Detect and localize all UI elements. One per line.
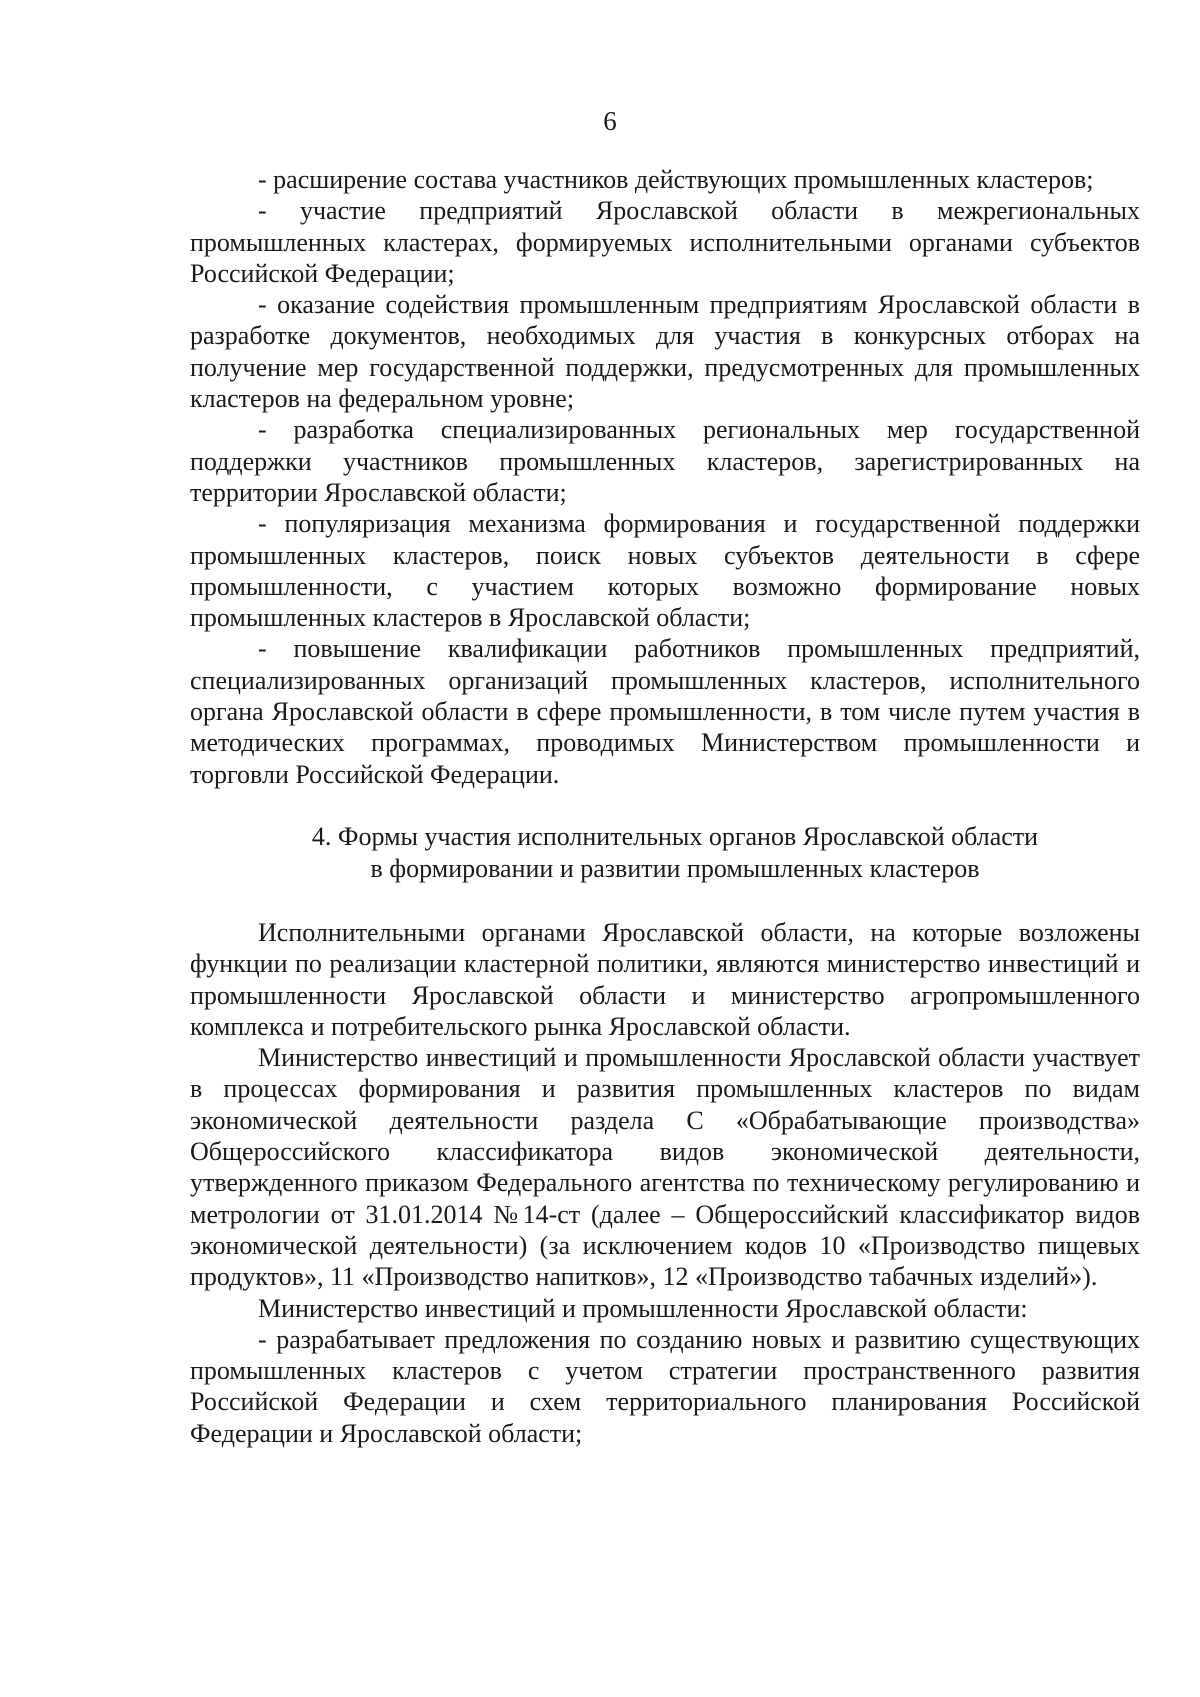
section-heading-line-2: в формировании и развитии промышленных кластеров (370, 853, 980, 883)
paragraph-cluster-expansion: - расширение состава участников действующих промышленных кластеров; (258, 165, 1094, 194)
document-body (190, 164, 1140, 1449)
paragraph-document-assistance: - оказание содействия промышленным предприятиям Ярославской области в разработке документов, необходимых для участия в конкурсных отборах на получение мер государственной поддержки, предусмотренных для промышленных кластеров на федеральном уровне; (190, 290, 1140, 414)
paragraph-qualification: - повышение квалификации работников промышленных предприятий, специализированных организаций промышленных кластеров, исполнительного органа Ярославской области в сфере промышленности, в том числе путем участия в методических программах, проводимых Министерством промышленности и торговли Российской Федерации. (190, 634, 1140, 789)
paragraph-interregional-participation: - участие предприятий Ярославской области в межрегиональных промышленных кластерах, формируемых исполнительными органами субъектов Российской Федерации; (190, 196, 1140, 288)
paragraph-executive-bodies: Исполнительными органами Ярославской области, на которые возложены функции по реализации кластерной политики, являются министерство инвестиций и промышленности Ярославской области и министерство агропромышленного комплекса и потребительского рынка Ярославской области. (190, 917, 1140, 1041)
paragraph-regional-support-measures: - разработка специализированных региональных мер государственной поддержки участников промышленных кластеров, зарегистрированных на территории Ярославской области; (190, 415, 1140, 507)
section-heading (190, 790, 1140, 917)
section-heading-line-1: 4. Формы участия исполнительных органов Ярославской области (311, 821, 1039, 851)
paragraph-ministry-participation: Министерство инвестиций и промышленности Ярославской области участвует в процессах формирования и развития промышленных кластеров по видам экономической деятельности раздела C «Обрабатывающие производства» Общероссийского классификатора видов экономической деятельности, утвержденного приказом Федерального агентства по техническому регулированию и метрологии от 31.01.2014 №14-ст (далее – Общероссийский классификатор видов экономической деятельности) (за исключением кодов 10 «Производство пищевых продуктов», 11 «Производство напитков», 12 «Производство табачных изделий»). (190, 1043, 1140, 1292)
paragraph-ministry-intro: Министерство инвестиций и промышленности Ярославской области: (258, 1293, 1028, 1323)
paragraph-develops-proposals: - разрабатывает предложения по созданию новых и развитию существующих промышленных кластеров с учетом стратегии пространственного развития Российской Федерации и схем территориального планирования Российской Федерации и Ярославской области; (190, 1324, 1140, 1448)
page-number: 6 (603, 106, 617, 136)
paragraph-popularization: - популяризация механизма формирования и государственной поддержки промышленных кластеров, поиск новых субъектов деятельности в сфере промышленности, с участием которых возможно формирование новых промышленных кластеров в Ярославской области; (190, 509, 1140, 633)
